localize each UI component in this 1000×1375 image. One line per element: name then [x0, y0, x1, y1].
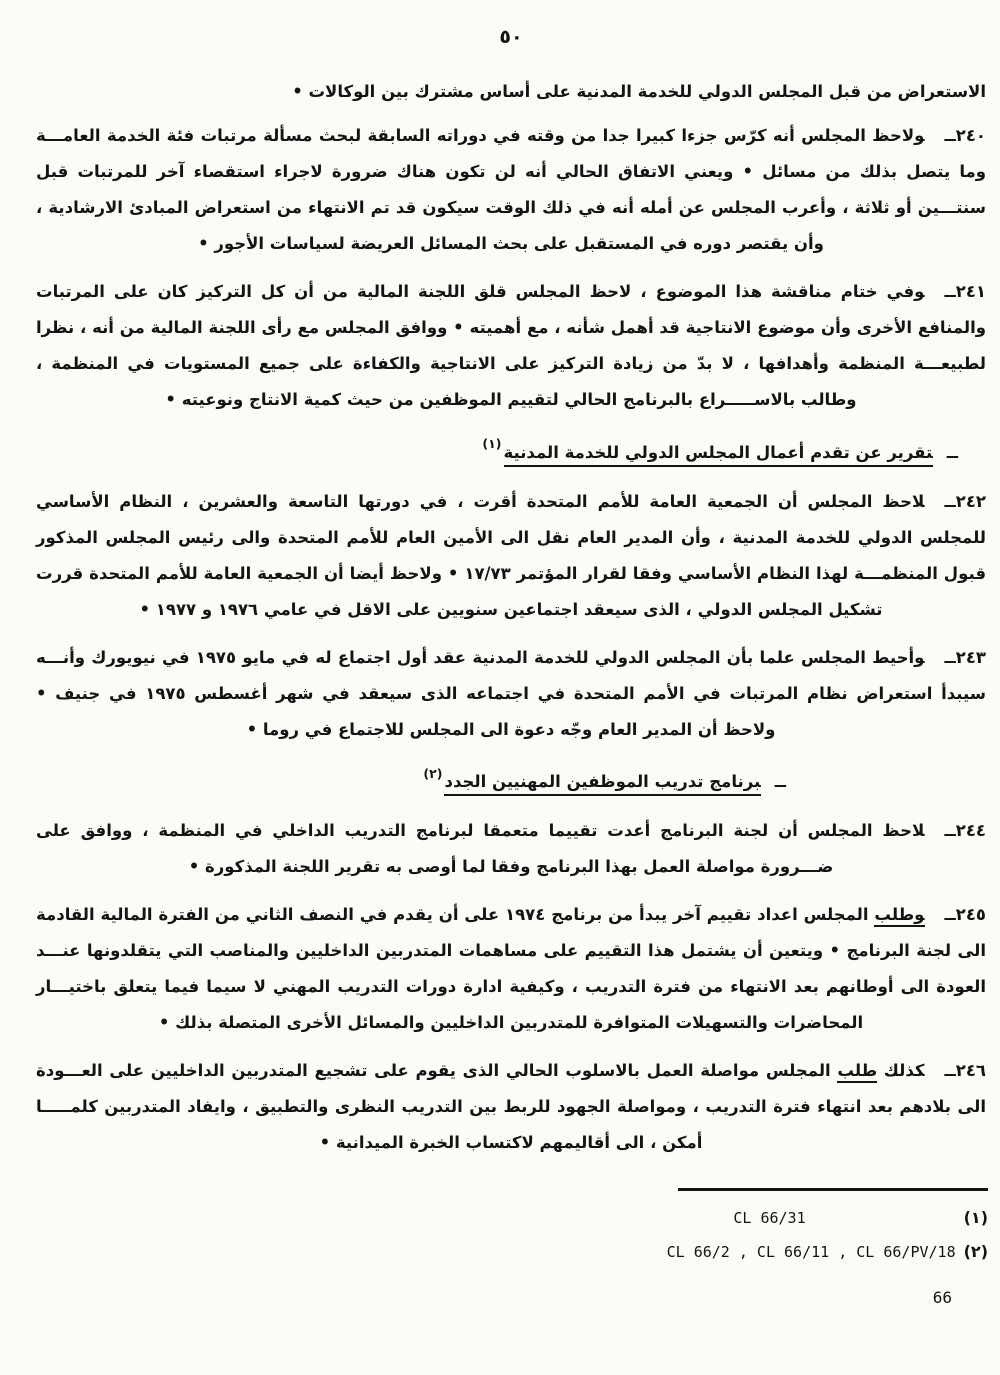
paragraph-246: [36, 1053, 986, 1161]
paragraph-text: لاحظ المجلس أن لجنة البرنامج أعدت تقييما متعمقا لبرنامج التدريب الداخلي في المنظمة ، ووافق على ضـــرورة مواصلة العمل بهذا البرنامج وفقا لما أوصى به تقرير اللجنة المذكورة •: [36, 821, 925, 876]
footnote-reference: (٢): [423, 765, 443, 781]
footnote-text: CL 66/2 , CL 66/11 , CL 66/PV/18: [666, 1243, 956, 1261]
paragraph-number: ٢٤٢ــ: [944, 491, 986, 511]
paragraph-number: ٢٤٥ــ: [944, 905, 986, 924]
paragraph-244: [36, 813, 986, 885]
paragraph-text-pre: كذلك: [877, 1061, 925, 1080]
underlined-word: طلب: [837, 1061, 877, 1083]
page-header-number: ٥٠: [499, 26, 523, 48]
underlined-word: وطلب: [874, 905, 924, 927]
heading-text: برنامج تدريب الموظفين المهنيين الجدد: [444, 772, 760, 796]
paragraph-text: المجلس مواصلة العمل بالاسلوب الحالي الذى يقوم على تشجيع المتدربين الداخليين على العـــودة الى بلادهم بعد انتهاء فترة التدريب ، ومواصلة الجهود للربط بين التدريب النظرى والتطبيق ، وايفاد المتدربين كلمـــــا أمكن ، الى أقاليمهم لاكتساب الخبرة الميدانية •: [36, 1061, 986, 1152]
heading-dash: ــ: [946, 442, 958, 462]
footnote-block: [508, 1188, 988, 1269]
footnote-1: [508, 1201, 988, 1235]
footnote-marker: (٢): [963, 1242, 988, 1261]
paragraph-number: ٢٤٤ــ: [944, 821, 986, 840]
section-heading-icsc-report: [36, 430, 958, 470]
paragraph-241: [36, 274, 986, 418]
paragraph-number: ٢٤٦ــ: [944, 1061, 986, 1080]
footnote-marker: (١): [963, 1208, 988, 1227]
footnote-text: CL 66/31: [733, 1209, 806, 1227]
page-number: 66: [932, 1288, 952, 1307]
paragraph-242: [36, 484, 986, 628]
paragraph-text: المجلس اعداد تقييم آخر يبدأ من برنامج ١٩٧٤ على أن يقدم في النصف الثاني من الفترة المالية القادمة الى لجنة البرنامج • ويتعين أن يشتمل هذا التقييم على مساهمات المتدربين الداخليين والمناصب التي يتقلدونها عنـــد العودة الى أوطانهم بعد الانتهاء من فترة التدريب ، وكيفية ادارة دورات التدريب المهني لا سيما فيما يتعلق باختيـــار المحاضرات والتسهيلات المتوافرة للمتدربين الداخليين والمسائل الأخرى المتصلة بذلك •: [36, 905, 986, 1032]
footnote-reference: (١): [482, 436, 502, 451]
footnote-separator-rule: [678, 1188, 988, 1191]
section-heading-training-programme: [36, 760, 786, 800]
heading-text: تقرير عن تقدم أعمال المجلس الدولي للخدمة المدنية: [504, 443, 933, 467]
paragraph-245: [36, 897, 986, 1041]
paragraph-243: [36, 640, 986, 748]
paragraph-number: ٢٤١ــ: [944, 282, 986, 301]
paragraph-number: ٢٤٠ــ: [944, 126, 986, 145]
paragraph-text: لاحظ المجلس أن الجمعية العامة للأمم المتحدة أقرت ، في دورتها التاسعة والعشرين ، النظام الأساسي للمجلس الدولي للخدمة المدنية ، وأن المدير العام نقل الى الأمين العام للأمم المتحدة والى رئيس المجلس المذكور قبول المنظمـــة لهذا النظام الأساسي وفقا لقرار المؤتمر ١٧/٧٣ • ولاحظ أيضا أن الجمعية العامة للأمم المتحدة قررت تشكيل المجلس الدولي ، الذى سيعقد اجتماعين سنويين على الاقل في عامي ١٩٧٦ و ١٩٧٧ •: [36, 491, 986, 619]
heading-dash: ــ: [774, 772, 786, 791]
paragraph-number: ٢٤٣ــ: [944, 647, 986, 667]
continuation-line: الاستعراض من قبل المجلس الدولي للخدمة المدنية على أساس مشترك بين الوكالات •: [292, 82, 986, 101]
paragraph-text: وأحيط المجلس علما بأن المجلس الدولي للخدمة المدنية عقد أول اجتماع له في مايو ١٩٧٥ في نيويورك وأنـــه سيبدأ استعراض نظام المرتبات في الأمم المتحدة في اجتماعه الذى سيعقد في شهر أغسطس ١٩٧٥ في جنيف • ولاحظ أن المدير العام وجّه دعوة الى المجلس للاجتماع في روما •: [36, 647, 986, 739]
paragraph-text: ولاحظ المجلس أنه كرّس جزءا كبيرا جدا من وقته في دوراته السابقة لبحث مسألة مرتبات فئة الخدمة العامـــة وما يتصل بذلك من مسائل • ويعني الاتفاق الحالي أنه لن تكون هناك ضرورة لاجراء استقصاء آخر للمرتبات قبل سنتـــين أو ثلاثة ، وأعرب المجلس عن أمله أنه في ذلك الوقت سيكون قد تم الانتهاء من استعراض المبادئ الارشادية ، وأن يقتصر دوره في المستقبل على بحث المسائل العريضة لسياسات الأجور •: [36, 126, 986, 253]
paragraph-240: [36, 118, 986, 262]
footnote-2: [508, 1235, 988, 1269]
paragraph-text: وفي ختام مناقشة هذا الموضوع ، لاحظ المجلس قلق اللجنة المالية من أن كل التركيز كان على المرتبات والمنافع الأخرى وأن موضوع الانتاجية قد أهمل شأنه ، مع أهميته • ووافق المجلس مع رأى اللجنة المالية من أنه ، نظرا لطبيعـــة المنظمة وأهدافها ، لا بدّ من زيادة التركيز على الانتاجية والكفاءة على جميع المستويات في المنظمة ، وطالب بالاســـــراع بالبرنامج الحالي لتقييم الموظفين من حيث كمية الانتاج ونوعيته •: [36, 282, 986, 409]
